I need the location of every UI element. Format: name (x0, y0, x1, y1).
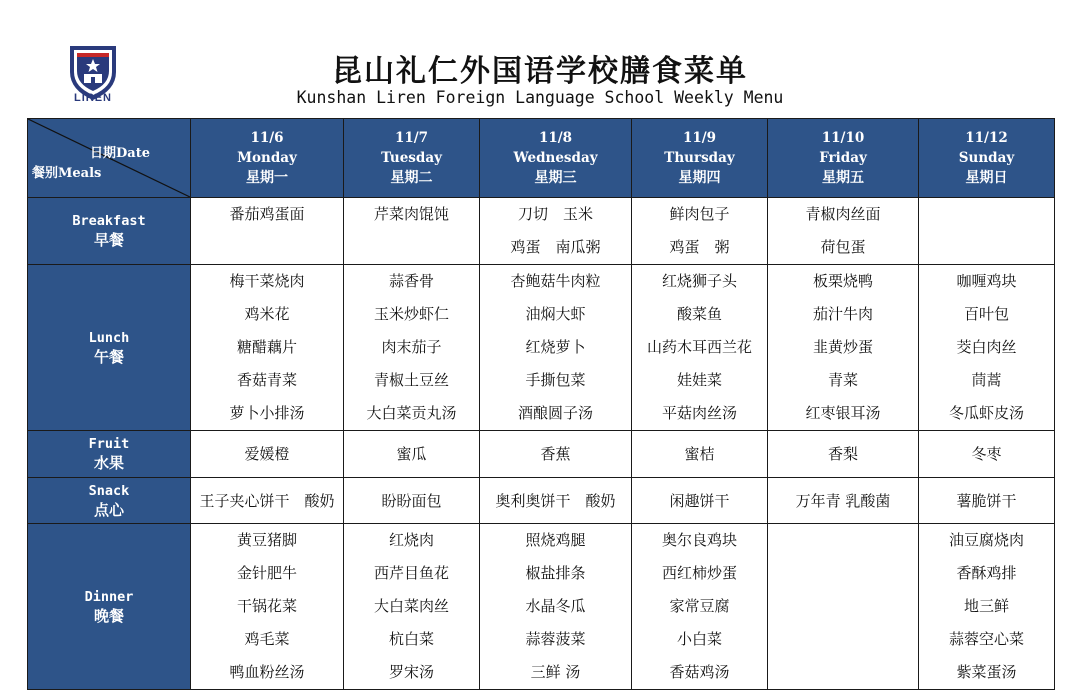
menu-cell: 盼盼面包 (344, 478, 480, 524)
menu-cell: 油豆腐烧肉 香酥鸡排 地三鲜 蒜蓉空心菜 紫菜蛋汤 (919, 524, 1055, 690)
menu-cell: 芹菜肉馄饨 (344, 198, 480, 265)
day-header: 11/7 Tuesday 星期二 (344, 119, 480, 198)
menu-cell: 板栗烧鸭 茄汁牛肉 韭黄炒蛋 青菜 红枣银耳汤 (768, 265, 919, 431)
page-title: 昆山礼仁外国语学校膳食菜单 (332, 54, 748, 89)
menu-cell: 杏鲍菇牛肉粒 油焖大虾 红烧萝卜 手撕包菜 酒酿圆子汤 (480, 265, 632, 431)
meal-label-lunch: Lunch 午餐 (28, 265, 191, 431)
menu-cell: 番茄鸡蛋面 (191, 198, 344, 265)
menu-cell: 黄豆猪脚 金针肥牛 干锅花菜 鸡毛菜 鸭血粉丝汤 (191, 524, 344, 690)
menu-cell: 闲趣饼干 (632, 478, 768, 524)
lunch-row (28, 265, 1055, 431)
meal-label-fruit: Fruit 水果 (28, 431, 191, 478)
day-header: 11/12 Sunday 星期日 (919, 119, 1055, 198)
menu-cell: 红烧狮子头 酸菜鱼 山药木耳西兰花 娃娃菜 平菇肉丝汤 (632, 265, 768, 431)
menu-cell: 冬枣 (919, 431, 1055, 478)
menu-cell: 爱媛橙 (191, 431, 344, 478)
header-row (28, 119, 1055, 198)
day-header: 11/9 Thursday 星期四 (632, 119, 768, 198)
menu-cell: 香蕉 (480, 431, 632, 478)
meal-label-breakfast: Breakfast 早餐 (28, 198, 191, 265)
dinner-row (28, 524, 1055, 690)
page-subtitle: Kunshan Liren Foreign Language School Weekly Menu (296, 88, 784, 107)
menu-cell-empty (768, 524, 919, 690)
menu-cell: 奥尔良鸡块 西红柿炒蛋 家常豆腐 小白菜 香菇鸡汤 (632, 524, 768, 690)
menu-cell: 青椒肉丝面 荷包蛋 (768, 198, 919, 265)
menu-cell: 鲜肉包子 鸡蛋 粥 (632, 198, 768, 265)
corner-meal-label: 餐别Meals (32, 166, 102, 181)
menu-cell: 蜜瓜 (344, 431, 480, 478)
menu-cell: 蒜香骨 玉米炒虾仁 肉末茄子 青椒土豆丝 大白菜贡丸汤 (344, 265, 480, 431)
menu-cell-empty (919, 198, 1055, 265)
corner-date-label: 日期Date (90, 146, 150, 161)
menu-cell: 红烧肉 西芹目鱼花 大白菜肉丝 杭白菜 罗宋汤 (344, 524, 480, 690)
day-header: 11/6 Monday 星期一 (191, 119, 344, 198)
menu-cell: 王子夹心饼干 酸奶 (191, 478, 344, 524)
meal-label-dinner: Dinner 晚餐 (28, 524, 191, 690)
snack-row (28, 478, 1055, 524)
menu-cell: 万年青 乳酸菌 (768, 478, 919, 524)
meal-label-snack: Snack 点心 (28, 478, 191, 524)
fruit-row (28, 431, 1055, 478)
menu-cell: 薯脆饼干 (919, 478, 1055, 524)
logo-wordmark: LIREN (74, 92, 112, 104)
menu-cell: 梅干菜烧肉 鸡米花 糖醋藕片 香菇青菜 萝卜小排汤 (191, 265, 344, 431)
weekly-menu-table (27, 118, 1055, 690)
breakfast-row (28, 198, 1055, 265)
corner-header (28, 119, 191, 198)
menu-cell: 香梨 (768, 431, 919, 478)
day-header: 11/10 Friday 星期五 (768, 119, 919, 198)
menu-cell: 刀切 玉米 鸡蛋 南瓜粥 (480, 198, 632, 265)
menu-cell: 蜜桔 (632, 431, 768, 478)
menu-cell: 照烧鸡腿 椒盐排条 水晶冬瓜 蒜蓉菠菜 三鲜 汤 (480, 524, 632, 690)
menu-cell: 奥利奥饼干 酸奶 (480, 478, 632, 524)
menu-cell: 咖喱鸡块 百叶包 茭白肉丝 茼蒿 冬瓜虾皮汤 (919, 265, 1055, 431)
day-header: 11/8 Wednesday 星期三 (480, 119, 632, 198)
